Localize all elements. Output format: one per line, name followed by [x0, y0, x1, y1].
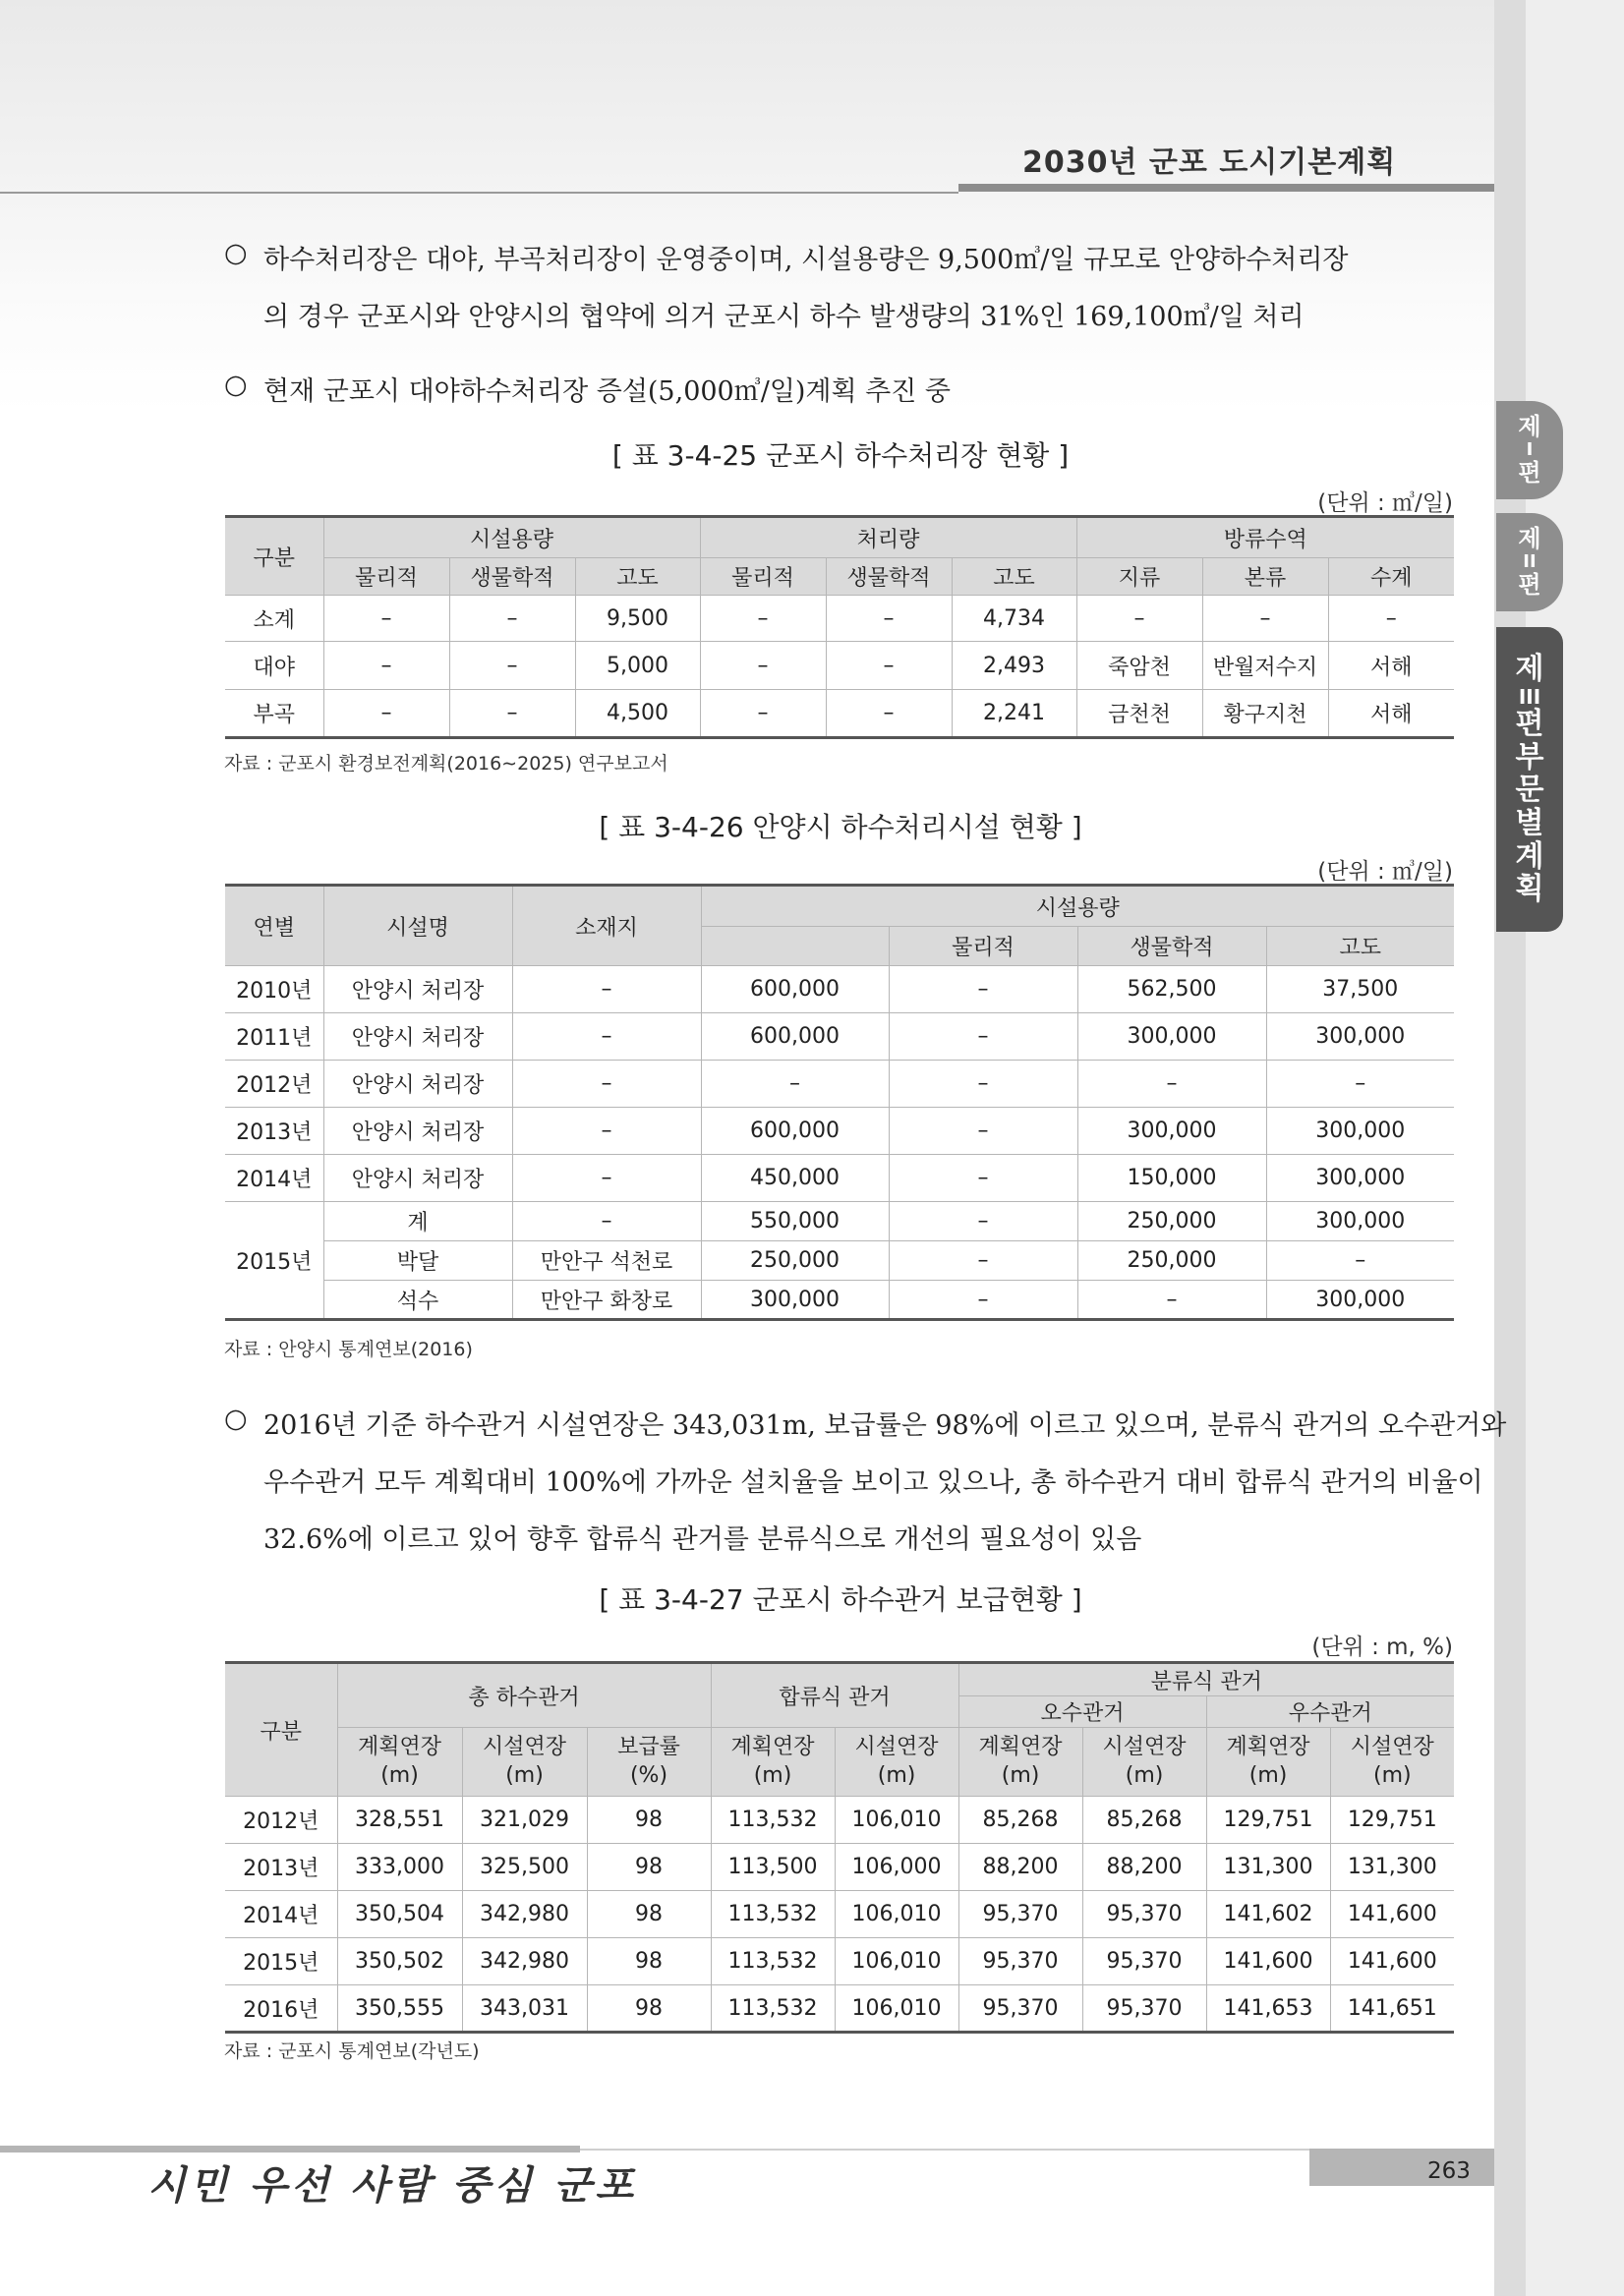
table-cell: 113,532	[711, 1938, 835, 1985]
table-cell: 85,268	[1082, 1797, 1206, 1844]
table-header-row	[225, 558, 1454, 596]
table-cell: 141,653	[1206, 1985, 1330, 2033]
header-cell: 물리적	[323, 558, 449, 596]
table-row	[225, 1013, 1454, 1061]
table-cell: –	[1266, 1241, 1454, 1281]
table-cell: 113,532	[711, 1891, 835, 1938]
header-cell: 물리적	[889, 927, 1077, 966]
table-cell: 박달	[323, 1241, 512, 1281]
table-cell: –	[512, 1155, 701, 1202]
header-cell	[1330, 1728, 1454, 1797]
header-unit: (m)	[380, 1762, 419, 1788]
table-cell: 550,000	[701, 1202, 889, 1241]
table-cell: 2011년	[225, 1013, 323, 1061]
paragraph-line: 하수처리장은 대야, 부곡처리장이 운영중이며, 시설용량은 9,500㎥/일 규모로 안양하수처리장	[263, 245, 1349, 275]
table-cell: 343,031	[462, 1985, 587, 2033]
bullet-circle: ○	[224, 1404, 248, 1434]
table-cell: –	[826, 596, 952, 642]
table-cell: –	[700, 642, 826, 690]
table-cell: –	[1328, 596, 1454, 642]
table-cell: –	[512, 1013, 701, 1061]
table-cell: –	[1266, 1061, 1454, 1108]
table-source: 자료 : 군포시 통계연보(각년도)	[224, 2040, 480, 2062]
header-text: 계획연장	[730, 1734, 815, 1759]
header-cell: 구분	[225, 517, 323, 596]
header-cell	[1082, 1728, 1206, 1797]
table-cell: 95,370	[958, 1938, 1082, 1985]
paragraph-line: 의 경우 군포시와 안양시의 협약에 의거 군포시 하수 발생량의 31%인 169,100㎥/일 처리	[263, 302, 1305, 332]
header-unit: (m)	[877, 1762, 916, 1788]
table-cell: 안양시 처리장	[323, 1108, 512, 1155]
table-cell: 95,370	[1082, 1985, 1206, 2033]
table-cell: 2016년	[225, 1985, 337, 2033]
table-cell: 2013년	[225, 1844, 337, 1891]
table-cell: –	[1202, 596, 1328, 642]
side-tab-char: 계	[1515, 838, 1544, 874]
header-cell: 본류	[1202, 558, 1328, 596]
header-cell: 분류식 관거	[958, 1663, 1454, 1696]
header-cell: 생물학적	[449, 558, 575, 596]
table-cell: 88,200	[1082, 1844, 1206, 1891]
table-cell: 금천천	[1076, 690, 1202, 738]
header-cell: 구분	[225, 1663, 337, 1797]
table-header-row	[225, 517, 1454, 558]
table-cell: –	[826, 690, 952, 738]
table-cell: 106,000	[835, 1844, 958, 1891]
paragraph-line: 현재 군포시 대야하수처리장 증설(5,000㎥/일)계획 추진 중	[263, 376, 952, 407]
table-cell: 85,268	[958, 1797, 1082, 1844]
table-header-row	[225, 1663, 1454, 1696]
header-cell: 처리량	[700, 517, 1076, 558]
table-cell: –	[323, 596, 449, 642]
table-cell: 300,000	[701, 1281, 889, 1320]
table-cell: 600,000	[701, 1013, 889, 1061]
paragraph-line: 32.6%에 이르고 있어 향후 합류식 관거를 분류식으로 개선의 필요성이 있음	[263, 1524, 1142, 1555]
table-cell: 350,502	[337, 1938, 462, 1985]
table-unit: (단위 : ㎥/일)	[1317, 859, 1453, 885]
table-row	[225, 1241, 1454, 1281]
table-row	[225, 1797, 1454, 1844]
table-cell: 321,029	[462, 1797, 587, 1844]
side-tab-char: II	[1523, 550, 1537, 572]
side-tab-char: I	[1526, 438, 1534, 460]
table-cell: 600,000	[701, 966, 889, 1013]
table-cell: 300,000	[1077, 1108, 1266, 1155]
table-cell: –	[889, 1202, 1077, 1241]
table-cell: 333,000	[337, 1844, 462, 1891]
header-cell: 연별	[225, 886, 323, 966]
table-cell: 95,370	[1082, 1938, 1206, 1985]
page-edge	[1526, 0, 1624, 2296]
body-paragraph	[224, 370, 1463, 409]
table-cell: 88,200	[958, 1844, 1082, 1891]
footer-slogan-logo: 시민 우선 사람 중심 군포	[147, 2162, 638, 2209]
table-cell: –	[889, 1241, 1077, 1281]
table-cell: 300,000	[1266, 1108, 1454, 1155]
table-row	[225, 1061, 1454, 1108]
sewage-plant-table	[225, 515, 1454, 739]
table-cell: 4,500	[575, 690, 700, 738]
bullet-circle: ○	[224, 238, 248, 268]
header-cell: 고도	[1266, 927, 1454, 966]
side-tab-char: 제	[1518, 413, 1541, 441]
table-header-row	[225, 1728, 1454, 1797]
page-number: 263	[1427, 2158, 1471, 2184]
header-cell: 시설명	[323, 886, 512, 966]
header-divider	[0, 192, 958, 194]
header-cell	[835, 1728, 958, 1797]
side-tab-char: III	[1518, 684, 1541, 709]
table-cell: –	[889, 1108, 1077, 1155]
table-cell: 2,241	[952, 690, 1076, 738]
table-cell: 106,010	[835, 1938, 958, 1985]
table-cell: 300,000	[1077, 1013, 1266, 1061]
header-text: 보급률	[617, 1734, 680, 1759]
table-row	[225, 1281, 1454, 1320]
header-cell: 시설용량	[323, 517, 700, 558]
table-cell: 5,000	[575, 642, 700, 690]
paragraph-line: 2016년 기준 하수관거 시설연장은 343,031m, 보급률은 98%에 이르고 있으며, 분류식 관거의 오수관거와	[263, 1410, 1507, 1441]
table-cell: 141,600	[1330, 1891, 1454, 1938]
table-cell: 2012년	[225, 1061, 323, 1108]
header-cell: 지류	[1076, 558, 1202, 596]
header-cell	[462, 1728, 587, 1797]
table-caption: [ 표 3-4-25 군포시 하수처리장 현황 ]	[611, 439, 1070, 472]
body-paragraph	[224, 238, 1463, 336]
header-unit: (m)	[1248, 1762, 1288, 1788]
table-cell: –	[889, 1281, 1077, 1320]
header-cell	[337, 1728, 462, 1797]
table-row	[225, 1155, 1454, 1202]
side-tab-part-2[interactable]	[1496, 513, 1563, 611]
header-text: 시설연장	[1350, 1734, 1434, 1759]
table-row	[225, 690, 1454, 738]
table-cell: 황구지천	[1202, 690, 1328, 738]
side-tab-char: 편	[1518, 571, 1541, 600]
table-cell: 대야	[225, 642, 323, 690]
header-unit: (m)	[753, 1762, 792, 1788]
table-cell: –	[512, 966, 701, 1013]
header-cell: 물리적	[700, 558, 826, 596]
header-unit: (m)	[1373, 1762, 1412, 1788]
table-cell: 95,370	[958, 1985, 1082, 2033]
table-cell: 석수	[323, 1281, 512, 1320]
table-cell: 328,551	[337, 1797, 462, 1844]
header-cell: 합류식 관거	[711, 1663, 958, 1728]
side-tab-char: 획	[1515, 872, 1544, 907]
header-text: 시설연장	[482, 1734, 566, 1759]
table-cell: 98	[587, 1891, 711, 1938]
table-cell: 계	[323, 1202, 512, 1241]
table-cell: –	[889, 1013, 1077, 1061]
table-cell: 113,532	[711, 1985, 835, 2033]
header-cell	[1206, 1728, 1330, 1797]
table-cell: 2014년	[225, 1155, 323, 1202]
table-cell: 만안구 화창로	[512, 1281, 701, 1320]
table-cell: –	[700, 690, 826, 738]
side-tab-char: 문	[1515, 773, 1544, 808]
table-cell: 소계	[225, 596, 323, 642]
table-cell: 131,300	[1206, 1844, 1330, 1891]
side-tab-char: 제	[1515, 652, 1544, 687]
table-cell: –	[449, 642, 575, 690]
header-text: 계획연장	[357, 1734, 441, 1759]
table-row	[225, 1938, 1454, 1985]
table-cell: –	[889, 1155, 1077, 1202]
table-cell: 300,000	[1266, 1155, 1454, 1202]
table-cell: 300,000	[1266, 1281, 1454, 1320]
header-unit: (%)	[629, 1762, 668, 1788]
table-cell: 안양시 처리장	[323, 1013, 512, 1061]
table-cell: 350,504	[337, 1891, 462, 1938]
table-row	[225, 642, 1454, 690]
table-row	[225, 1844, 1454, 1891]
header-cell: 소재지	[512, 886, 701, 966]
table-cell: 600,000	[701, 1108, 889, 1155]
header-cell: 수계	[1328, 558, 1454, 596]
table-cell: 250,000	[1077, 1202, 1266, 1241]
table-caption: [ 표 3-4-27 군포시 하수관거 보급현황 ]	[599, 1583, 1082, 1616]
page-edge-strip	[1494, 0, 1526, 2296]
header-cell	[711, 1728, 835, 1797]
table-cell: 342,980	[462, 1891, 587, 1938]
header-cell: 고도	[575, 558, 700, 596]
table-cell: 만안구 석천로	[512, 1241, 701, 1281]
table-cell: 안양시 처리장	[323, 1061, 512, 1108]
table-cell: –	[323, 690, 449, 738]
table-cell: 서해	[1328, 690, 1454, 738]
table-cell: –	[512, 1202, 701, 1241]
table-cell: –	[826, 642, 952, 690]
table-cell: –	[1076, 596, 1202, 642]
table-row	[225, 596, 1454, 642]
body-paragraph	[224, 1404, 1507, 1571]
header-unit: (m)	[505, 1762, 544, 1788]
header-cell: 고도	[952, 558, 1076, 596]
table-cell: 141,600	[1206, 1938, 1330, 1985]
table-cell: –	[512, 1061, 701, 1108]
header-text: 계획연장	[1226, 1734, 1310, 1759]
table-cell: –	[889, 1061, 1077, 1108]
table-cell: 141,651	[1330, 1985, 1454, 2033]
side-tab-char: 편	[1518, 459, 1541, 488]
table-row	[225, 966, 1454, 1013]
header-cell: 우수관거	[1206, 1696, 1454, 1728]
header-text: 시설연장	[854, 1734, 939, 1759]
table-cell: –	[449, 596, 575, 642]
bullet-circle: ○	[224, 370, 248, 400]
table-cell: –	[449, 690, 575, 738]
table-cell: 250,000	[701, 1241, 889, 1281]
table-source: 자료 : 안양시 통계연보(2016)	[224, 1339, 473, 1360]
table-cell: 141,602	[1206, 1891, 1330, 1938]
table-cell: –	[512, 1108, 701, 1155]
header-unit: (m)	[1001, 1762, 1040, 1788]
header-cell: 시설용량	[701, 886, 1454, 927]
table-cell: 죽암천	[1076, 642, 1202, 690]
header-cell: 생물학적	[1077, 927, 1266, 966]
table-cell: 150,000	[1077, 1155, 1266, 1202]
table-cell: 113,532	[711, 1797, 835, 1844]
table-cell: 안양시 처리장	[323, 966, 512, 1013]
table-cell: 300,000	[1266, 1013, 1454, 1061]
table-cell: –	[889, 966, 1077, 1013]
table-cell: 131,300	[1330, 1844, 1454, 1891]
side-tab-char: 제	[1518, 525, 1541, 553]
table-cell: –	[701, 1061, 889, 1108]
header-text: 시설연장	[1102, 1734, 1187, 1759]
table-row	[225, 1108, 1454, 1155]
anyang-plant-table	[225, 884, 1454, 1321]
header-cell	[701, 927, 889, 966]
header-cell: 총 하수관거	[337, 1663, 711, 1728]
table-cell: 2015년	[225, 1938, 337, 1985]
table-cell: 37,500	[1266, 966, 1454, 1013]
header-cell: 오수관거	[958, 1696, 1206, 1728]
table-source: 자료 : 군포시 환경보전계획(2016∼2025) 연구보고서	[224, 753, 668, 775]
table-cell: 106,010	[835, 1797, 958, 1844]
side-tab-char: 별	[1515, 805, 1544, 840]
header-divider-bar	[958, 184, 1494, 192]
header-background	[0, 0, 1504, 413]
side-tab-char: 부	[1515, 739, 1544, 775]
table-caption: [ 표 3-4-26 안양시 하수처리시설 현황 ]	[599, 811, 1082, 843]
header-cell	[958, 1728, 1082, 1797]
footer-divider	[580, 2149, 1309, 2151]
table-unit: (단위 : ㎥/일)	[1317, 490, 1453, 516]
table-cell: 250,000	[1077, 1241, 1266, 1281]
table-cell: –	[323, 642, 449, 690]
table-row	[225, 1891, 1454, 1938]
table-cell: 325,500	[462, 1844, 587, 1891]
table-cell: 300,000	[1266, 1202, 1454, 1241]
table-cell: –	[1077, 1281, 1266, 1320]
table-row	[225, 1985, 1454, 2033]
table-cell: 2014년	[225, 1891, 337, 1938]
table-cell: 안양시 처리장	[323, 1155, 512, 1202]
side-tab-part-3[interactable]	[1496, 627, 1563, 932]
table-cell: 95,370	[958, 1891, 1082, 1938]
table-unit: (단위 : m, %)	[1311, 1635, 1453, 1660]
table-cell: 562,500	[1077, 966, 1266, 1013]
header-text: 계획연장	[978, 1734, 1063, 1759]
side-tab-part-1[interactable]	[1496, 401, 1563, 499]
table-cell: 95,370	[1082, 1891, 1206, 1938]
table-cell: 부곡	[225, 690, 323, 738]
table-cell: –	[1077, 1061, 1266, 1108]
paragraph-line: 우수관거 모두 계획대비 100%에 가까운 설치율을 보이고 있으나, 총 하수관거 대비 합류식 관거의 비율이	[263, 1467, 1483, 1498]
running-header-title: 2030년 군포 도시기본계획	[1022, 145, 1397, 180]
table-cell: 2013년	[225, 1108, 323, 1155]
table-cell: 98	[587, 1797, 711, 1844]
table-cell: 113,500	[711, 1844, 835, 1891]
table-cell: 129,751	[1330, 1797, 1454, 1844]
table-cell: 2010년	[225, 966, 323, 1013]
table-cell: 141,600	[1330, 1938, 1454, 1985]
table-cell: 98	[587, 1938, 711, 1985]
table-cell: 서해	[1328, 642, 1454, 690]
table-header-row	[225, 886, 1454, 927]
table-cell: 342,980	[462, 1938, 587, 1985]
header-unit: (m)	[1125, 1762, 1164, 1788]
table-cell: 2012년	[225, 1797, 337, 1844]
table-cell: –	[700, 596, 826, 642]
table-cell: 4,734	[952, 596, 1076, 642]
table-cell: 450,000	[701, 1155, 889, 1202]
table-cell: 9,500	[575, 596, 700, 642]
table-cell: 2,493	[952, 642, 1076, 690]
header-cell: 생물학적	[826, 558, 952, 596]
sewer-pipe-table	[225, 1661, 1454, 2034]
table-cell: 98	[587, 1844, 711, 1891]
table-row	[225, 1202, 1454, 1241]
header-cell	[587, 1728, 711, 1797]
table-cell: 106,010	[835, 1891, 958, 1938]
table-cell: 106,010	[835, 1985, 958, 2033]
table-cell: 129,751	[1206, 1797, 1330, 1844]
table-cell: 반월저수지	[1202, 642, 1328, 690]
table-cell: 98	[587, 1985, 711, 2033]
header-cell: 방류수역	[1076, 517, 1454, 558]
footer-divider	[0, 2146, 580, 2152]
table-cell: 350,555	[337, 1985, 462, 2033]
side-tab-char: 편	[1515, 707, 1544, 742]
table-cell: 2015년	[225, 1202, 323, 1320]
